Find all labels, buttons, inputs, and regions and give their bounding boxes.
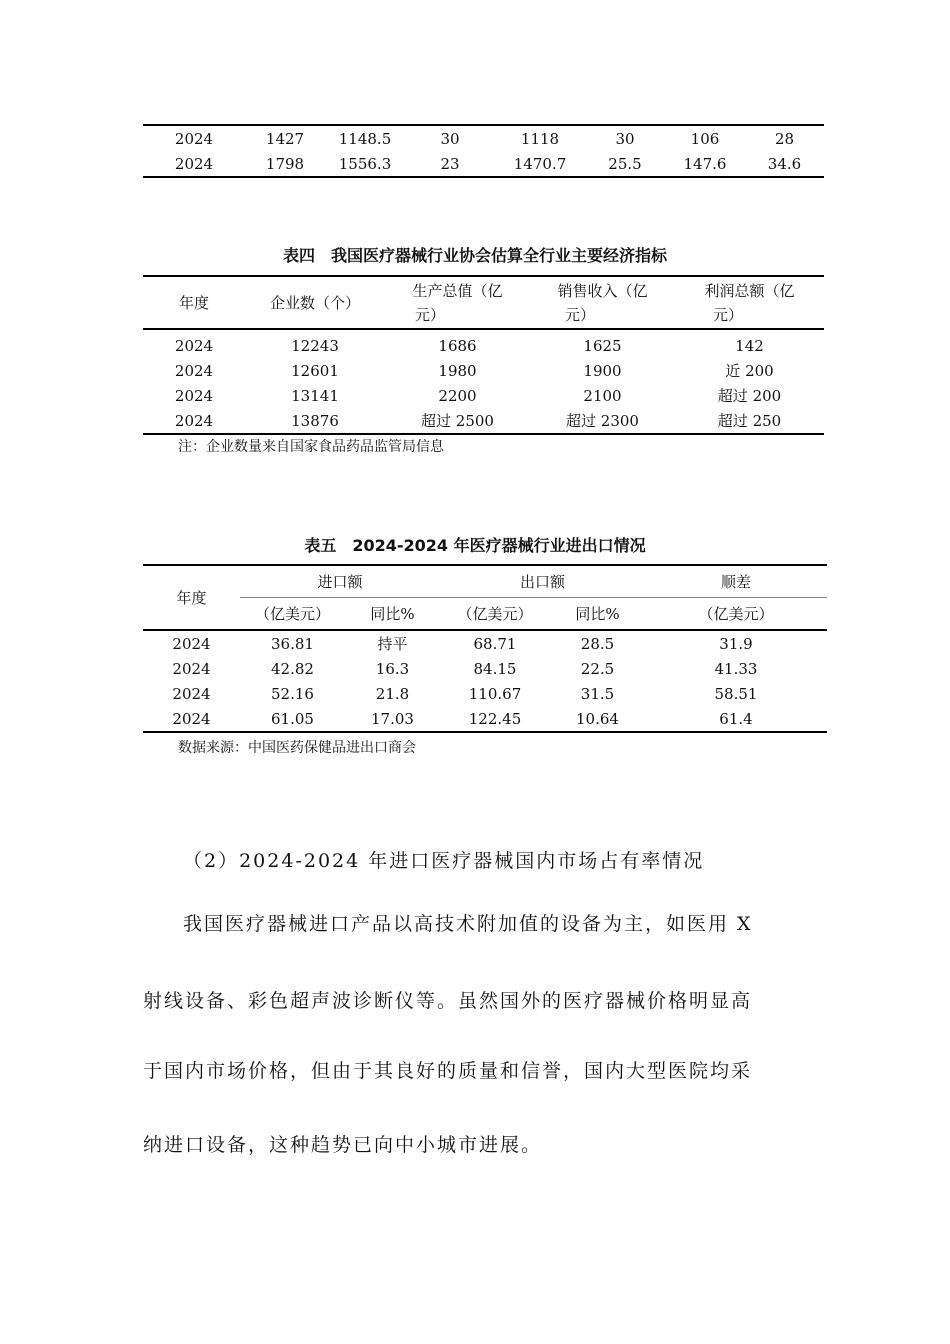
table4-header-profit: 利润总额（亿 元） [704,281,795,324]
table-row: 2024 52.16 21.8 110.67 31.5 58.51 [172,684,758,703]
table-row: 2024 1798 1556.3 23 1470.7 25.5 147.6 34.6 [143,151,824,177]
table5-header-balance: 顺差 [645,565,827,598]
paragraph-line: 我国医疗器械进口产品以高技术附加值的设备为主，如医用 X [183,913,753,935]
table5-note: 数据来源：中国医药保健品进出口商会 [178,740,416,756]
table5-caption: 表五 2024-2024 年医疗器械行业进出口情况 [304,536,646,555]
table5-header-export: 出口额 [440,565,645,598]
table-row: 2024 13876 超过 2500 超过 2300 超过 250 [143,408,824,434]
table5-sub-header-row: （亿美元） 同比% （亿美元） 同比% （亿美元） [143,598,827,631]
table5 [143,564,827,733]
table-row: 2024 12601 1980 1900 近 200 [174,361,774,380]
table-row: 2024 12243 1686 1625 142 [174,336,764,355]
table-row: 2024 61.05 17.03 122.45 10.64 61.4 [143,706,827,732]
table5-header-year: 年度 [176,589,207,607]
table4-header-row [143,276,824,329]
table5-group-header-row [143,565,827,598]
table4 [143,275,824,435]
table4-header-output: 生产总值（亿 元） [412,281,503,324]
table4-caption: 表四 我国医疗器械行业协会估算全行业主要经济指标 [282,246,667,265]
table-row: 2024 13141 2200 2100 超过 200 [174,386,782,405]
top-table [143,124,824,178]
paragraph-line: 纳进口设备，这种趋势已向中小城市进展。 [143,1134,543,1156]
table4-header-companies: 企业数（个） [269,294,360,312]
table4-header-sales: 销售收入（亿 元） [557,281,648,324]
section-heading: （2）2024-2024 年进口医疗器械国内市场占有率情况 [183,850,705,872]
paragraph-line: 于国内市场价格，但由于其良好的质量和信誉，国内大型医院均采 [143,1060,753,1082]
table4-note: 注：企业数量来自国家食品药品监管局信息 [178,439,444,455]
table-row: 2024 36.81 持平 68.71 28.5 31.9 [172,634,753,653]
paragraph-line: 射线设备、彩色超声波诊断仪等。虽然国外的医疗器械价格明显高 [143,990,753,1012]
table5-header-import: 进口额 [240,565,440,598]
table4-header-year: 年度 [178,294,209,312]
table-row: 2024 42.82 16.3 84.15 22.5 41.33 [172,659,758,678]
table-row: 2024 1427 1148.5 30 1118 30 106 28 [143,125,824,151]
